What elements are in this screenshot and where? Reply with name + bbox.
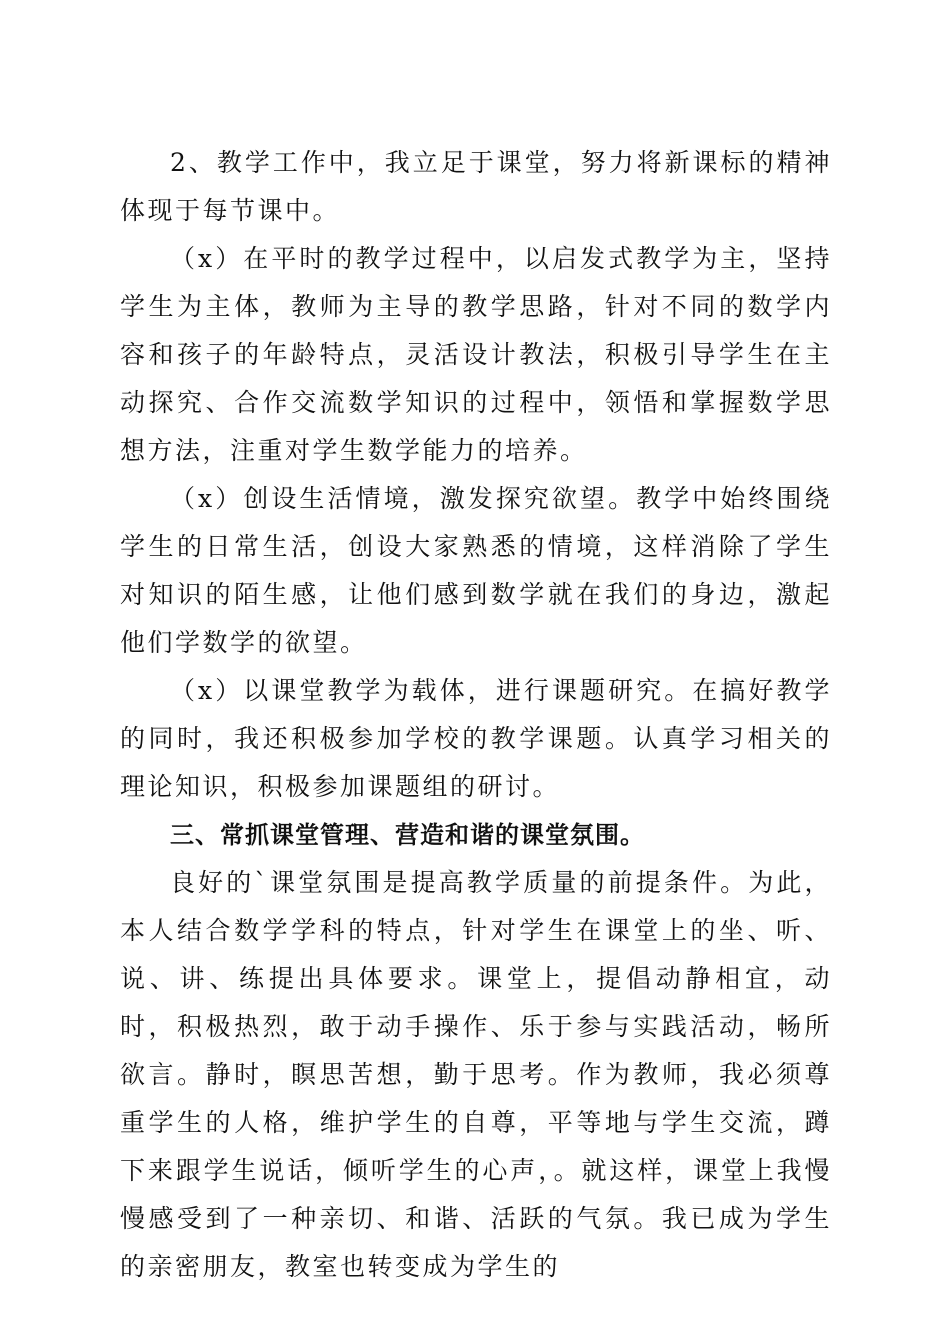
section-heading-classroom-management: 三、常抓课堂管理、营造和谐的课堂氛围。 xyxy=(170,821,645,849)
paragraph-research-topics: （x）以课堂教学为载体，进行课题研究。在搞好教学的同时，我还积极参加学校的教学课题。认真学习相关的理论知识，积极参加课题组的研讨。 xyxy=(120,676,832,801)
paragraph-classroom-atmosphere: 良好的`课堂氛围是提高教学质量的前提条件。为此，本人结合数学学科的特点，针对学生在课堂上的坐、听、说、讲、练提出具体要求。课堂上，提倡动静相宜，动时，积极热烈，敢于动手操作、乐于参与实践活动，畅所欲言。静时，瞑思苦想，勤于思考。作为教师，我必须尊重学生的人格，维护学生的自尊，平等地与学生交流，蹲下来跟学生说话，倾听学生的心声，。就这样，课堂上我慢慢感受到了一种亲切、和谐、活跃的气氛。我已成为学生的亲密朋友，教室也转变成为学生的 xyxy=(120,868,832,1281)
paragraph-heuristic-teaching: （x）在平时的教学过程中，以启发式教学为主，坚持学生为主体，教师为主导的教学思路，针对不同的数学内容和孩子的年龄特点，灵活设计教法，积极引导学生在主动探究、合作交流数学知识的过程中，领悟和掌握数学思想方法，注重对学生数学能力的培养。 xyxy=(120,244,832,465)
paragraph-life-situations: （x）创设生活情境，激发探究欲望。教学中始终围绕学生的日常生活，创设大家熟悉的情境，这样消除了学生对知识的陌生感，让他们感到数学就在我们的身边，激起他们学数学的欲望。 xyxy=(120,484,832,657)
document-page xyxy=(120,139,832,1291)
paragraph-teaching-work: 2、教学工作中，我立足于课堂，努力将新课标的精神体现于每节课中。 xyxy=(120,148,832,225)
